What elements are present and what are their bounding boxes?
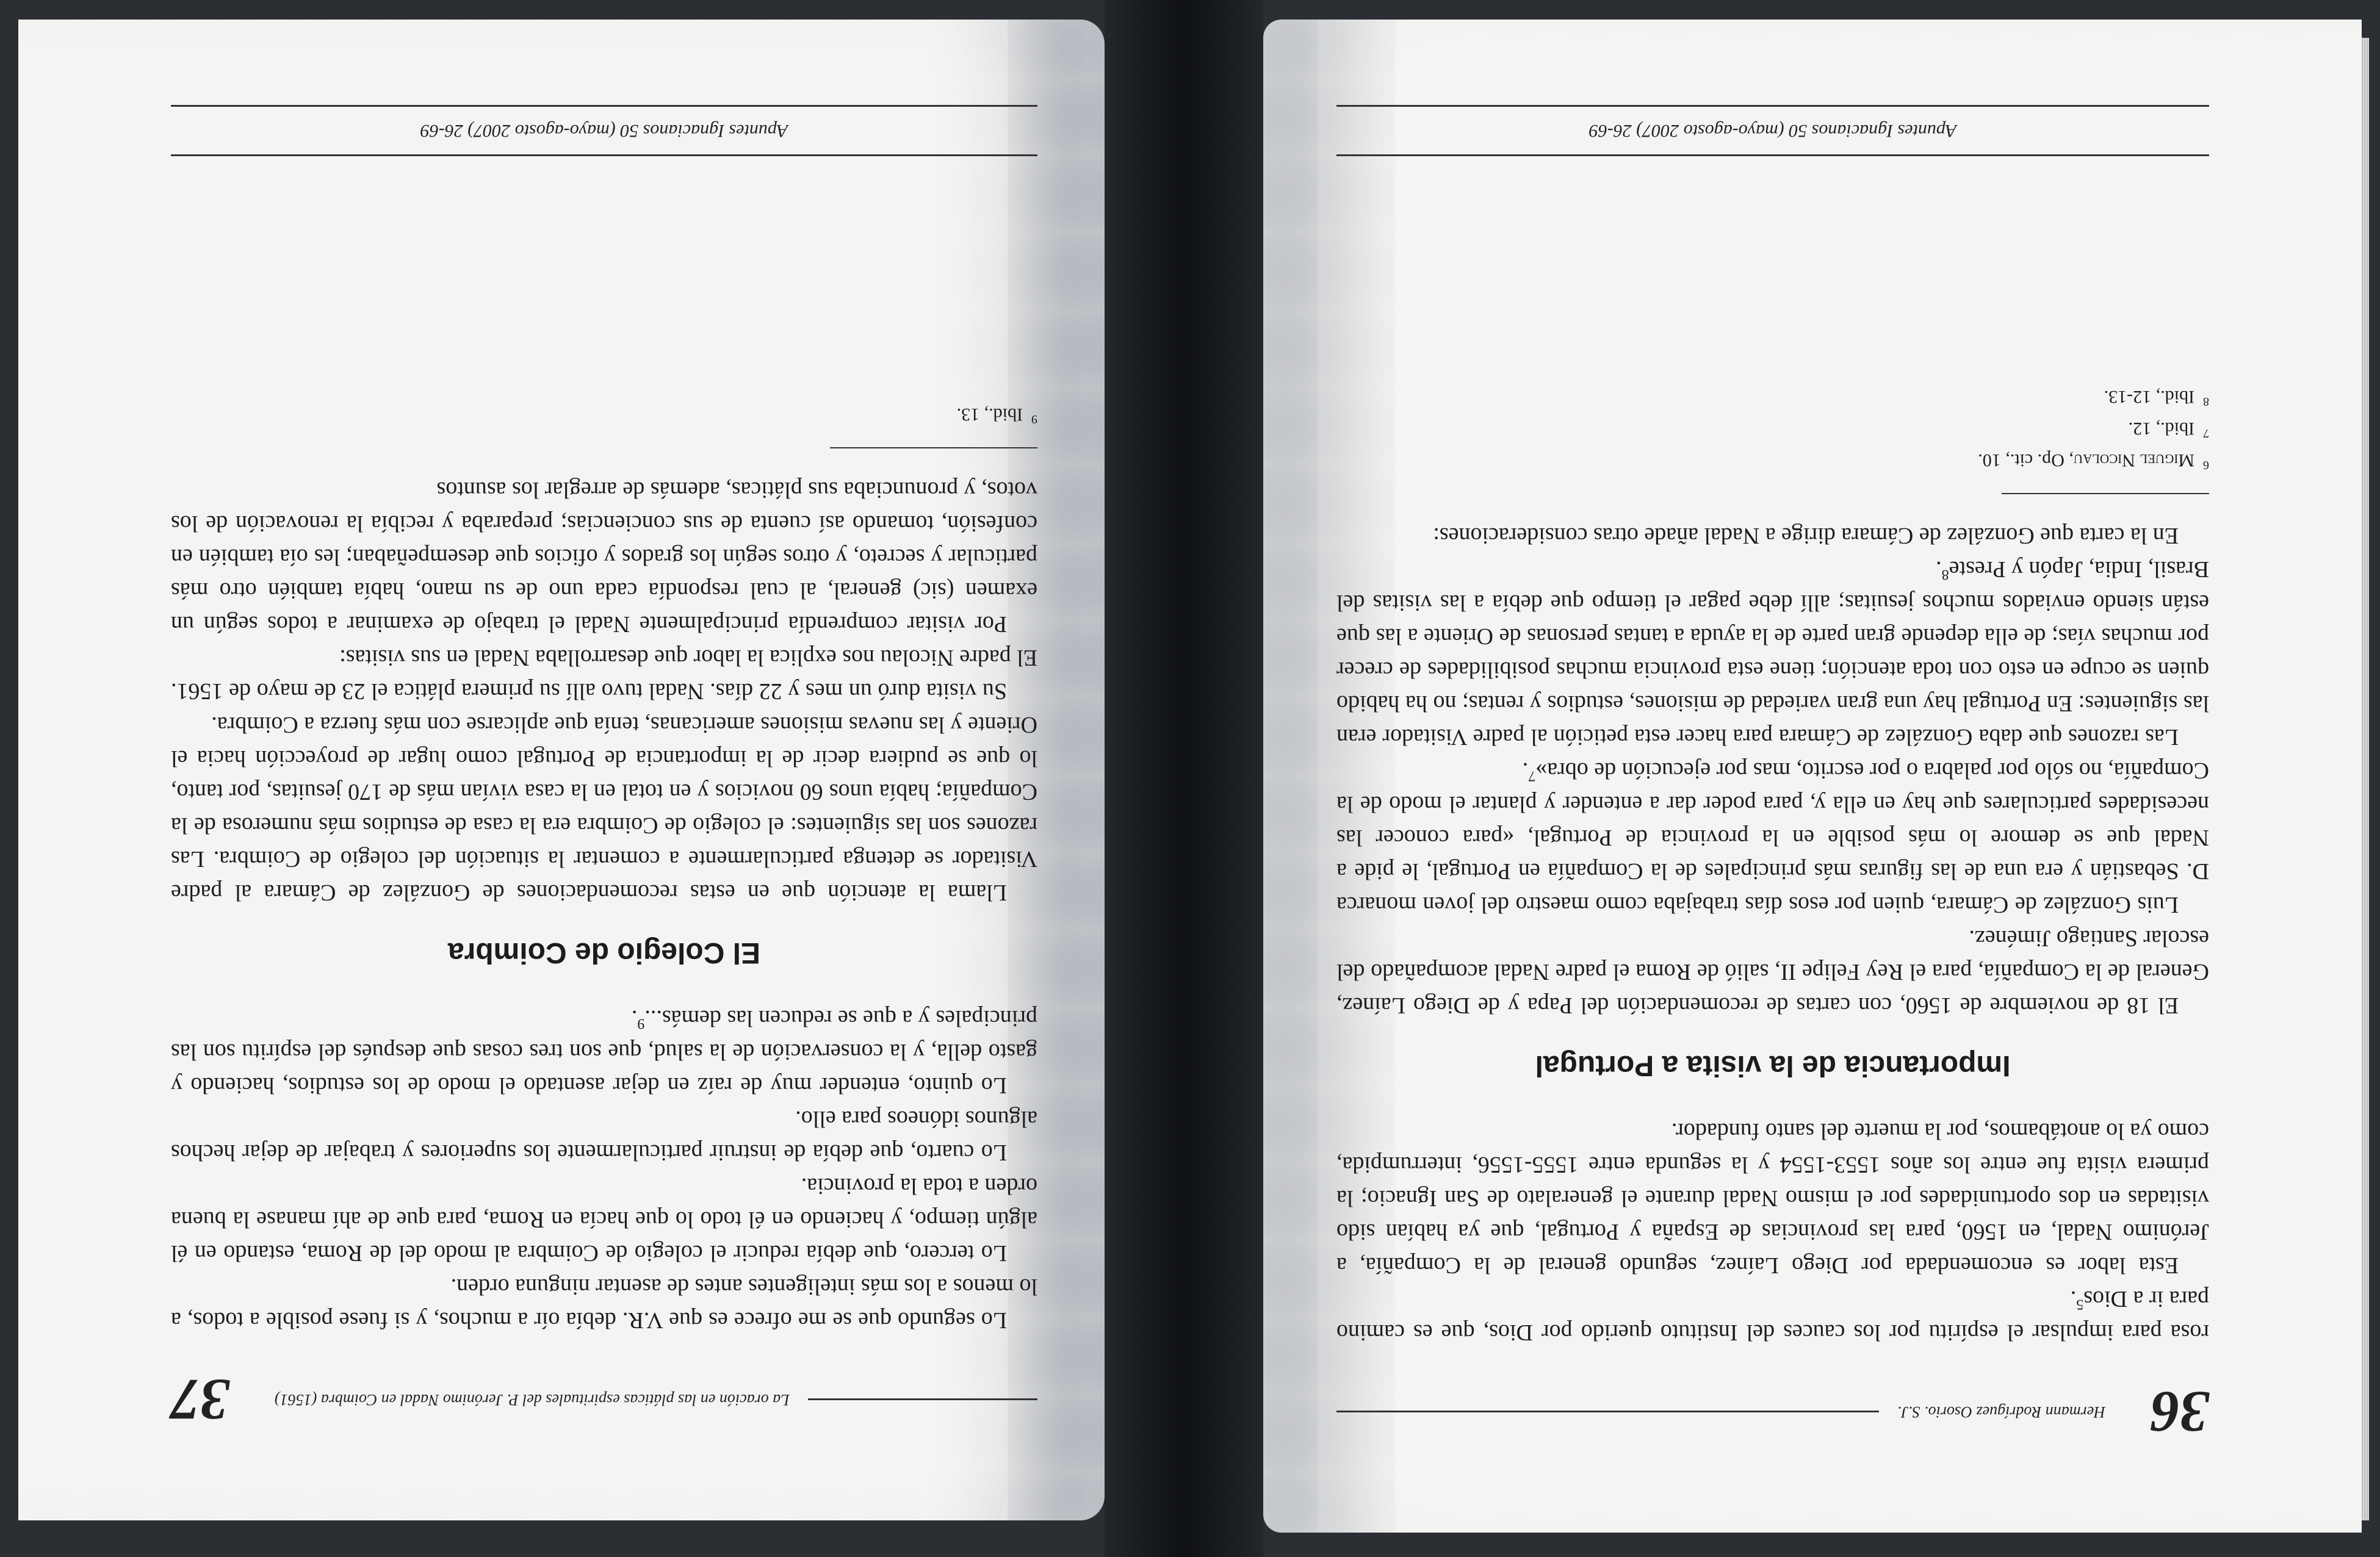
footnote-ref[interactable]: 9: [637, 1015, 645, 1032]
journal-citation: Apuntes Ignacianos 50 (mayo-agosto 2007) 26-69: [420, 121, 788, 141]
paragraph: Esta labor es encomendada por Diego Laínez, segundo general de la Compañía, a Jerónimo Nadal, en 1560, para las provincias de España y Portugal, que ya habían sido visitadas en dos oportunidades por el mismo Nadal durante el generalato de San Ignacio; la primera visita fue entre los años 1553-1554 y la segunda entre 1555-1556, interrumpida, como ya lo anotábamos, por la muerte del santo fundador.: [1336, 1118, 2209, 1278]
paragraph: Luis González de Cámara, quien por esos días trabajaba como maestro del joven monarca D. Sebastián y era una de las figuras más principales de la Compañía en Portugal, le pide a Nadal que se demore lo más posible en la provincia de Portugal, «para conocer las necesidades particulares que hay en ella y, para poder dar a entender y plantar el modo de la Compañía, no sólo por palabra o por escrito, mas por ejecución de obra»$^7$.: [1336, 758, 2209, 918]
paragraph: Llama la atención que en estas recomendaciones de González de Cámara al padre Visitador se detenga particularmente a comentar la situación del colegio de Coimbra. Las razones son las siguientes: el colegio de Coimbra era la casa de estudios más numerosa de la Compañía; había unos 60 novicios y en total en la casa vivían más de 170 jesuitas, por tanto, lo que se pudiera decir de la importancia de Portugal como lugar de proyección hacia el Oriente y las nuevas misiones americanas, tenía que aplicarse con más fuerza a Coimbra.: [171, 712, 1037, 905]
quote-paragraph: Lo cuarto, que debía de instruir particularmente los superiores y trabajar de dejar hechos algunos idóneos para ello.: [171, 1106, 1037, 1165]
book-gutter: [1105, 0, 1263, 1557]
running-head: [1336, 1379, 2209, 1445]
footer-rule: [171, 105, 1037, 107]
footnote-ref[interactable]: 7: [1528, 768, 1536, 784]
footer-rule: [171, 154, 1037, 156]
footnotes: [171, 401, 1037, 448]
running-head: [171, 1367, 1037, 1433]
journal-citation: Apuntes Ignacianos 50 (mayo-agosto 2007) 26-69: [1588, 121, 1957, 141]
quote-paragraph: Lo segundo que se me ofrece es que V.R. debía oír a muchos, y si fuese posible a todos, a lo menos a los más inteligentes antes de asentar ninguna orden.: [171, 1274, 1037, 1333]
footnote: $^8$Ibid., 12-13.: [2104, 387, 2209, 408]
quote-paragraph: Lo tercero, que debía reducir el colegio de Coimbra al modo del de Roma, estando en él algún tiempo, y haciendo en él todo lo que hacía en Roma, para que de ahí manase la buena orden a toda la provincia.: [171, 1173, 1037, 1266]
paragraph: Las razones que daba González de Cámara para hacer esta petición al padre Visitador eran las siguientes: En Portugal hay una gran variedad de misiones, estudios y rentas; no ha habido quien se ocupe en esto con toda atención; tiene esta provincia muchas posibilidades de crecer por muchas vías; de ella depende gran parte de la ayuda a tantas personas de Oriente a las que están siendo enviados muchos jesuitas; allí debe pagar el tiempo que debía a las visitas del Brasil, India, Japón y Preste$^8$.: [1336, 556, 2209, 750]
footnote-ref[interactable]: 5: [2076, 1296, 2084, 1312]
paragraph: El 18 de noviembre de 1560, con cartas de recomendación del Papa y de Diego Laínez, General de la Compañía, para el Rey Felipe II, salió de Roma el padre Nadal acompañado del escolar Santiago Jiménez.: [1336, 926, 2209, 1018]
header-rule: [1336, 1411, 1879, 1413]
journal-footer: [18, 105, 1105, 156]
footer-rule: [1336, 154, 2209, 156]
header-rule: [808, 1399, 1037, 1401]
body-text: [1336, 519, 2209, 1349]
paragraph: Su visita duró un mes y 22 días. Nadal tuvo allí su primera plática el 23 de mayo de 1561. El padre Nicolau nos explica la labor que desarrollaba Nadal en sus visitas:: [171, 645, 1037, 704]
footnote: $^7$Ibid., 12.: [2128, 419, 2209, 440]
footnote: $^6$Miguel Nicolau, Op. cit., 10.: [1978, 450, 2209, 472]
footnote-rule: [2002, 493, 2209, 494]
footnote-rule: [830, 447, 1037, 448]
page-37: [18, 20, 1105, 1520]
journal-footer: [1263, 105, 2362, 156]
quote-paragraph: Por visitar comprendía principalmente Nadal el trabajo de examinar a todos según un examen (sic) general, al cual respondía cada uno de su mano, había también otro más particular y secreto, y otros según los grados y oficios que desempeñaban; les oía también en confesión, tomando así cuenta de sus conciencias; preparaba y recibía la renovación de los votos, y pronunciaba sus pláticas, además de arreglar los asuntos: [171, 477, 1037, 637]
paragraph: rosa para impulsar el espíritu por los cauces del Instituto querido por Dios, que es camino para ir a Dios$^5$.: [1336, 1286, 2209, 1345]
page-number: 36: [2151, 1379, 2209, 1445]
paragraph: En la carta que González de Cámara dirige a Nadal añade otras consideraciones:: [1433, 523, 2179, 548]
body-text: [171, 473, 1037, 1337]
section-heading: El Colegio de Coimbra: [447, 937, 761, 969]
footer-rule: [1336, 105, 2209, 107]
page-number: 37: [171, 1367, 229, 1433]
running-head-title: Hermann Rodríguez Osorio. S.J.: [1897, 1403, 2105, 1421]
footnote: $^9$Ibid., 13.: [956, 405, 1037, 426]
section-heading: Importancia de la visita a Portugal: [1535, 1049, 2011, 1082]
page-36: [1263, 20, 2362, 1533]
running-head-title: La oración en las pláticas espirituales del P. Jerónimo Nadal en Coimbra (1561): [275, 1391, 790, 1409]
quote-paragraph: Lo quinto, entender muy de raíz en dejar asentado el modo de los estudios, haciendo y gasto della, y la conservación de la salud, que son tres cosas que después del espíritu son las principales y a que se reducen las demás...$^9$.: [171, 1005, 1037, 1098]
footnotes: [1336, 383, 2209, 494]
footnote-ref[interactable]: 8: [1941, 566, 1949, 583]
